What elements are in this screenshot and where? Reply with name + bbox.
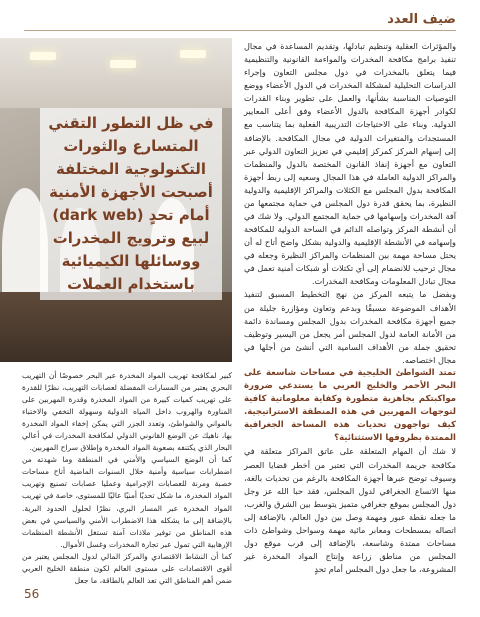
paragraph: كما أن النشاط الاقتصادي والمركز المالي لدول المجلس يعتبر من أقوى الاقتصادات على مستوى العالم لكون منطقة الخليج العربي ضمن أهم المناطق التي تعد العالم بالطاقة، ما جعل (22, 551, 232, 585)
meeting-photo (0, 38, 232, 362)
ceiling-light (180, 50, 206, 58)
paragraph: والمؤثرات العقلية وتنظيم تبادلها، وتقديم المساعدة في مجال تنفيذ برامج مكافحة المخدرات والمواءمة القانونية والتنظيمية فيما يتعلق بالمخدرات في دول مجلس التعاون وإجراء الدراسات التحليلية لمشكلة المخدرات في الدول الأعضاء ووضع التوصيات المناسبة بشأنها، والعمل على تطوير وبناء القدرات لكوادر أجهزة المكافحة بالدول الأعضاء وفق أعلى المعايير الدولية. وبناء على الاحتياجات التدريبية الفعلية بما يتناسب مع المستجدات والمتغيرات الدولية في مجال المكافحة. بالإضافة إلى إسهام المركز كمركز إقليمي في تعزيز التعاون الدولي عبر التعاون مع أجهزة إنفاذ القانون المختصة بالدول والمنظمات والمراكز الدولية العاملة في هذا المجال وسعيه إلى ربط أجهزة المكافحة بدول المجلس مع الكثلات والمراكز الإقليمية والدولية النظيرة، بما يحقق قدرة دول المجلس في حماية مجتمعها من آفة المخدرات وإسهامها في حماية المجتمع الدولي. ولا شك في أن أنشطة المركز وتواصله الدائم في الساحة الدولية للمكافحة وإسهامه في الأنشطة الإقليمية والدولية بشكل واضح أتاح له أن يحتل مساحة مهمة بين المنظمات والمراكز النظيرة وجعله في مجال ترحيب للانضمام إلى أي تكتلات أو شبكات أمنية تعمل في مجال تبادل المعلومات ومكافحة المخدرات. (244, 41, 456, 287)
ceiling-light (110, 60, 136, 68)
ceiling-light (30, 52, 56, 60)
paragraph: كما أن الوضع السياسي والأمني في المنطقة وما شهدته من اضطرابات سياسية وأمنية خلال السنوات الماضية أتاح مساحات خصبة ومرنة للعصابات الإجرامية وعمليا عصابات تصنيع وتهريب المواد المخدرة، ما شكل تحديًا أمنيًا عاليًا للمستوى، خاصة في تهريب المواد المخدرة عبر المسار البري، نظرًا لحلول الحدود البرية. بالإضافة إلى ما يشكله هذا الاضطراب الأمني والسياسي في بعض هذه المناطق من توفير ملاذات آمنة تستغل الأنشطة المنظمات الإرهابية التي تمول عبر تجارة المخدرات وغسل الأموال. (22, 455, 232, 549)
paragraph: وبفضل ما يتبعه المركز من نهج التخطيط المسبق لتنفيذ الأهداف الموضوعة مسبقًا وبدعم وتعاون ومؤازرة جليلة من جميع أجهزة مكافحة المخدرات بدول المجلس ومساندة دائمة من الأمانة العامة لدول المجلس أمر يجعل من اليسير وتوظيف تحقيق جملة من الأهداف السامية التي أنشئ من أجلها في مجال اختصاصه. (244, 289, 456, 365)
photo-ceiling (0, 38, 232, 108)
right-column (244, 40, 456, 576)
paragraph: لا شك أن المهام المتعلقة على عاتق المراكز متعلقة في مكافحة جريمة المخدرات التي تعتبر من أخطر قضايا العصر وسيوف توضح عبرها أجهزة المكافحة بالرغم من تحديات بالغة، منها الاتساع الجغرافي لدول المجلس، فقد حبا الله عز وجل دول المجلس بموقع جغرافي متميز يتوسط بين الشرق والغرب، ما جعله نقطة عبور ومهمة وصل بين دول العالم، بالإضافة إلى اتصاله بمسطحات ومعابر مائية مهمة وسواحل وشواطئ ذات مساحات ممتدة وشاسعة، بالإضافة إلى قرب موقع دول المجلس من مناطق زراعة وإنتاج المواد المخدرة غير المشروعة، ما جعل دول المجلس أمام تحدٍ (244, 446, 456, 575)
section-title: ضيف العدد (387, 12, 456, 27)
header-divider (24, 30, 456, 31)
paragraph: كبير لمكافحة تهريب المواد المخدرة عبر البحر خصوصًا أن التهريب البحري يعتبر من المسارات المفضلة لعصابات التهريب، نظرًا للقدرة على تهريب كميات كبيرة من المواد المخدرة وقدرة المهربين على المناورة والهروب داخل المياه الدولية وسهولة التخفي والاختباء بالمواني والشواطئ، وتعدد الجزر التي يمكن إخفاء المواد المخدرة بها، ناهيك عن الوضع القانوني الدولي لمكافحة المخدرات في أعالي البحار الذي يكتنفه بصعوبة المواد المخدرة وإطلاق سراح المهربين. (22, 371, 232, 453)
left-column (22, 370, 232, 587)
meeting-table (0, 292, 232, 362)
interview-question: تمتد الشواطئ الخليجية في مساحات شاسعة على البحر الأحمر والخليج العربي ما يستدعي ضرورة مواكبتكم بجاهزية متطورة وكفاية معلوماتية كافية لتوجهات المهربين في هذه المنطقة الاستراتيجية. كيف تواجهون تحديات هذه المساحة الجغرافية الممتدة بظروفها الاستثنائية؟ (244, 367, 456, 444)
pull-quote: في ظل التطور التقني المتسارع والثورات التكنولوجية المختلفة أصبحت الأجهزة الأمنية أمام تحدٍ (dark web) لبيع وترويج المخدرات ووسائلها الكيميائية باستخدام العملات (40, 108, 222, 300)
page-number: 56 (24, 587, 40, 601)
